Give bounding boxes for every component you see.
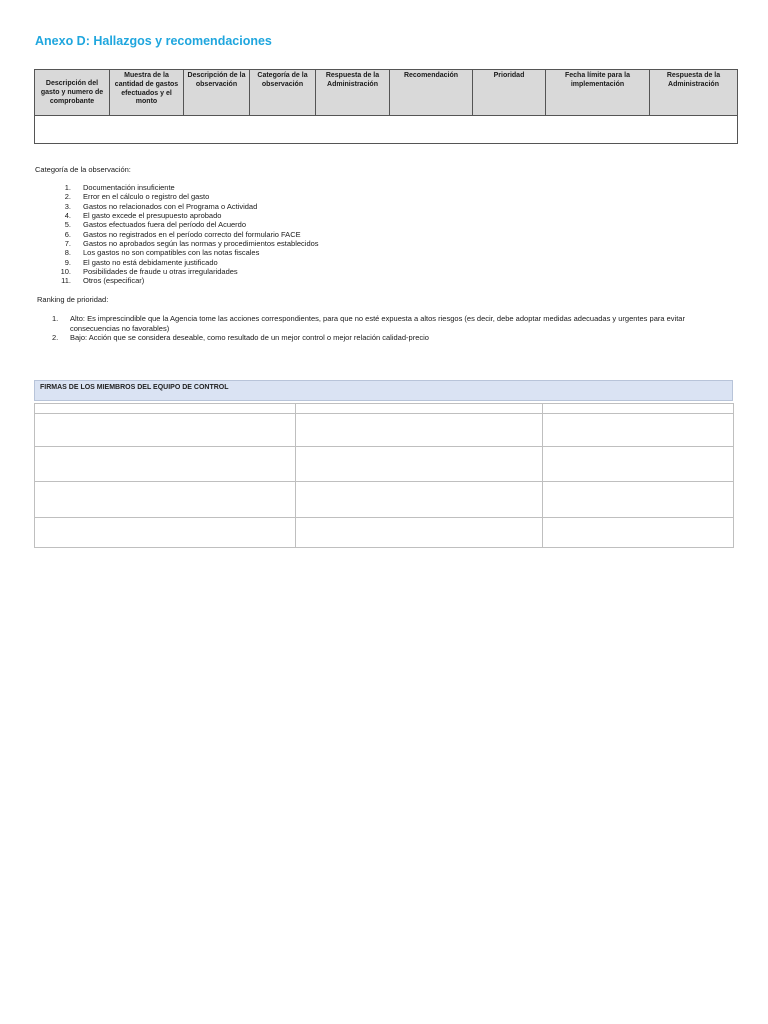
signature-cell	[35, 447, 296, 482]
list-number: 9.	[64, 257, 71, 267]
list-item	[52, 258, 319, 267]
list-item	[52, 192, 319, 201]
signature-cell	[543, 447, 734, 482]
signatures-table	[34, 403, 734, 548]
page-title: Anexo D: Hallazgos y recomendaciones	[35, 34, 272, 48]
signature-cell	[543, 518, 734, 548]
list-text: Error en el cálculo o registro del gasto	[83, 192, 210, 202]
list-item	[52, 267, 319, 276]
signatures-header: FIRMAS DE LOS MIEMBROS DEL EQUIPO DE CONTROL	[34, 380, 733, 401]
findings-header-cell: Respuesta de la Administración	[650, 70, 738, 116]
signature-cell	[296, 447, 543, 482]
list-text: Gastos no registrados en el período correcto del formulario FACE	[83, 229, 301, 239]
list-item	[52, 220, 319, 229]
category-label: Categoría de la observación:	[35, 165, 131, 174]
findings-header-cell: Muestra de la cantidad de gastos efectuados y el monto	[110, 70, 184, 116]
list-text: Posibilidades de fraude u otras irregularidades	[83, 267, 238, 277]
list-item	[52, 314, 736, 333]
table-row	[35, 414, 734, 447]
findings-empty-cell	[35, 116, 738, 144]
list-item	[52, 239, 319, 248]
ranking-label: Ranking de prioridad:	[37, 295, 109, 304]
list-item	[52, 211, 319, 220]
findings-header-cell: Categoría de la observación	[250, 70, 316, 116]
list-text: El gasto no está debidamente justificado	[83, 257, 218, 267]
findings-table	[34, 69, 738, 144]
list-number: 10.	[60, 267, 71, 277]
findings-header-cell: Recomendación	[390, 70, 473, 116]
signature-cell	[296, 414, 543, 447]
signature-cell	[543, 482, 734, 518]
signature-cell	[296, 518, 543, 548]
list-text: Alto: Es imprescindible que la Agencia tome las acciones correspondientes, para que no esté expuesta a altos riesgos (es decir, debe adoptar medidas adecuadas y urgentes para evitar consecuencias no favorables)	[70, 314, 685, 333]
findings-header-cell: Prioridad	[473, 70, 546, 116]
list-number: 2.	[52, 333, 59, 342]
signature-cell	[35, 404, 296, 414]
list-item	[52, 230, 319, 239]
list-number: 2.	[64, 192, 71, 202]
signature-cell	[35, 518, 296, 548]
signature-cell	[543, 414, 734, 447]
list-number: 1.	[52, 314, 59, 323]
signature-cell	[35, 414, 296, 447]
list-number: 6.	[64, 229, 71, 239]
ranking-list	[52, 314, 736, 343]
findings-header-cell: Fecha límite para la implementación	[546, 70, 650, 116]
list-item	[52, 248, 319, 257]
list-text: El gasto excede el presupuesto aprobado	[83, 211, 222, 221]
signature-cell	[543, 404, 734, 414]
table-row	[35, 404, 734, 414]
list-number: 4.	[64, 211, 71, 221]
category-list	[52, 183, 319, 286]
list-number: 7.	[64, 239, 71, 249]
list-text: Otros (especificar)	[83, 276, 145, 286]
list-text: Gastos efectuados fuera del período del Acuerdo	[83, 220, 247, 230]
list-item	[52, 202, 319, 211]
signature-cell	[35, 482, 296, 518]
list-number: 3.	[64, 201, 71, 211]
signature-cell	[296, 482, 543, 518]
table-row	[35, 518, 734, 548]
list-item	[52, 183, 319, 192]
list-item	[52, 333, 736, 343]
list-text: Documentación insuficiente	[83, 183, 175, 192]
list-number: 11.	[61, 276, 71, 286]
table-row	[35, 447, 734, 482]
signature-cell	[296, 404, 543, 414]
findings-header-cell: Respuesta de la Administración	[316, 70, 390, 116]
findings-header-cell: Descripción de la observación	[184, 70, 250, 116]
list-item	[52, 276, 319, 285]
findings-header-cell: Descripción del gasto y numero de comprobante	[35, 70, 110, 116]
list-text: Los gastos no son compatibles con las notas fiscales	[83, 248, 260, 258]
table-row	[35, 482, 734, 518]
list-number: 8.	[64, 248, 71, 258]
list-number: 5.	[64, 220, 71, 230]
signatures-section	[34, 380, 733, 548]
list-number: 1.	[64, 183, 71, 192]
list-text: Gastos no relacionados con el Programa o Actividad	[83, 201, 258, 211]
list-text: Gastos no aprobados según las normas y procedimientos establecidos	[83, 239, 319, 249]
list-text: Bajo: Acción que se considera deseable, como resultado de un mejor control o mejor relación calidad-precio	[70, 333, 429, 342]
findings-header-row	[35, 70, 738, 116]
findings-empty-row	[35, 116, 738, 144]
